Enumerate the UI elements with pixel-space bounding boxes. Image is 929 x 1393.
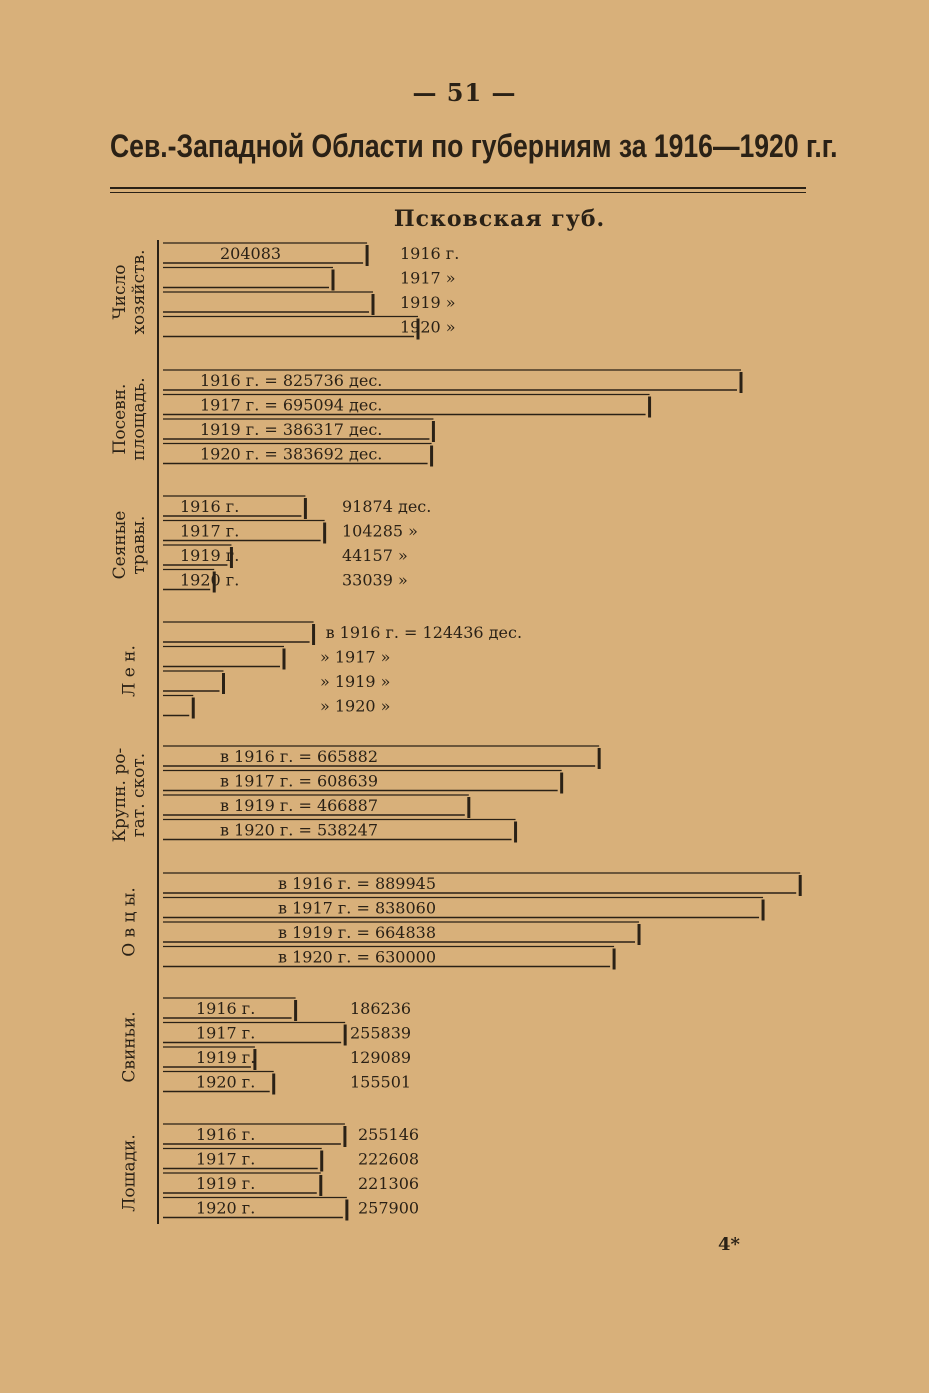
page-title: Сев.-Западной Области по губерниям за 1916—1920 г.г. bbox=[110, 128, 838, 164]
bar-value-0-2: 1919 » bbox=[400, 293, 456, 312]
bar-label-2-2: 1919 г. bbox=[180, 546, 240, 565]
group-label-text: Сеяные травы. bbox=[110, 510, 149, 580]
bar-label-7-3: 1920 г. bbox=[196, 1198, 256, 1218]
bar-value-6-3: 155501 bbox=[350, 1072, 412, 1092]
bar-value-7-0: 255146 bbox=[358, 1125, 420, 1144]
bar-label-4-3: в 1920 г. = 538247 bbox=[220, 820, 379, 840]
bar-value-7-1: 222608 bbox=[358, 1149, 420, 1169]
bar-value-0-0: 1916 г. bbox=[400, 244, 460, 263]
group-label-text: Крупн. ро- гат. скот. bbox=[110, 747, 149, 843]
bar-value-3-0: в 1916 г. = 124436 дес. bbox=[325, 623, 523, 642]
bar-value-7-2: 221306 bbox=[358, 1174, 420, 1193]
bar-label-2-1: 1917 г. bbox=[180, 521, 240, 541]
bar-label-1-1: 1917 г. = 695094 дес. bbox=[200, 395, 383, 415]
bar-value-3-1: » 1917 » bbox=[320, 647, 391, 667]
chart-subtitle: Псковская губ. bbox=[393, 206, 606, 232]
bar-value-6-0: 186236 bbox=[350, 999, 412, 1018]
bar-label-6-3: 1920 г. bbox=[196, 1072, 256, 1092]
bar-value-2-2: 44157 » bbox=[342, 546, 408, 565]
page-number: — 51 — bbox=[412, 78, 517, 107]
bar-value-3-3: » 1920 » bbox=[320, 696, 391, 716]
bar-label-5-3: в 1920 г. = 630000 bbox=[278, 947, 437, 967]
group-label-text: Лошади. bbox=[119, 1134, 140, 1212]
bar-value-6-2: 129089 bbox=[350, 1048, 412, 1067]
bar-value-2-3: 33039 » bbox=[342, 570, 408, 590]
bar-value-0-3: 1920 » bbox=[400, 317, 456, 337]
bar-value-2-1: 104285 » bbox=[342, 521, 418, 541]
group-label-text: О в ц ы. bbox=[119, 887, 140, 957]
bar-label-7-0: 1916 г. bbox=[196, 1125, 256, 1144]
bar-value-0-1: 1917 » bbox=[400, 268, 456, 288]
bar-label-6-2: 1919 г. bbox=[196, 1048, 256, 1067]
group-label-text: Посевн. площадь. bbox=[110, 377, 149, 461]
bar-label-5-2: в 1919 г. = 664838 bbox=[278, 923, 437, 942]
bar-label-2-3: 1920 г. bbox=[180, 570, 240, 590]
bar-value-6-1: 255839 bbox=[350, 1023, 412, 1043]
bar-label-5-1: в 1917 г. = 838060 bbox=[278, 898, 437, 918]
bar-label-7-2: 1919 г. bbox=[196, 1174, 256, 1193]
bar-label-7-1: 1917 г. bbox=[196, 1149, 256, 1169]
bar-value-3-2: » 1919 » bbox=[320, 672, 391, 691]
bar-label-0-0: 204083 bbox=[220, 244, 282, 263]
bar-value-2-0: 91874 дес. bbox=[342, 497, 432, 516]
bar-label-6-0: 1916 г. bbox=[196, 999, 256, 1018]
footer-mark: 4* bbox=[718, 1234, 740, 1255]
group-label-text: Число хозяйств. bbox=[110, 249, 149, 335]
bar-label-1-2: 1919 г. = 386317 дес. bbox=[200, 420, 383, 439]
bar-label-1-0: 1916 г. = 825736 дес. bbox=[200, 371, 383, 390]
group-label-text: Свиньи. bbox=[119, 1011, 140, 1083]
bar-label-6-1: 1917 г. bbox=[196, 1023, 256, 1043]
bar-label-5-0: в 1916 г. = 889945 bbox=[278, 874, 437, 893]
bar-label-4-1: в 1917 г. = 608639 bbox=[220, 771, 379, 791]
group-label-text: Л е н. bbox=[119, 645, 140, 697]
bar-label-2-0: 1916 г. bbox=[180, 497, 240, 516]
bar-label-4-2: в 1919 г. = 466887 bbox=[220, 796, 379, 815]
bar-value-7-3: 257900 bbox=[358, 1198, 420, 1218]
bar-label-1-3: 1920 г. = 383692 дес. bbox=[200, 444, 383, 464]
bar-label-4-0: в 1916 г. = 665882 bbox=[220, 747, 379, 766]
